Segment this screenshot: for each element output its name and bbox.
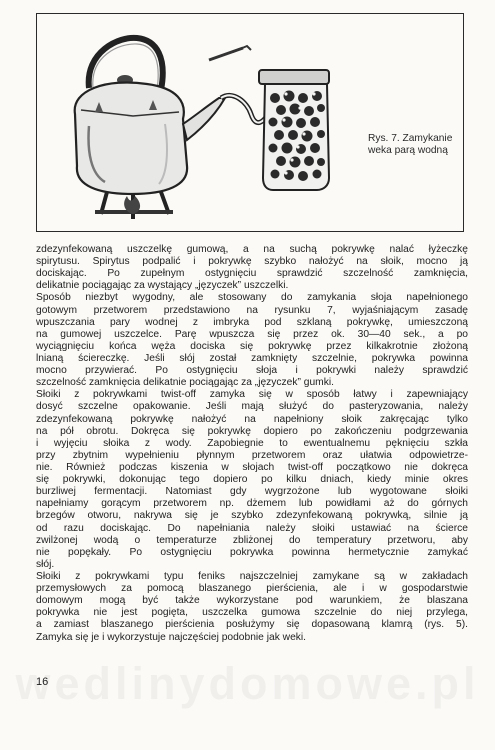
- text-line: nie. Również podczas kiszenia w słojach twist-off początkowo nie dokręca: [36, 461, 468, 473]
- text-line: dociskając. Po zupełnym ostygnięciu sprawdzić szczelność zamknięcia,: [36, 268, 468, 280]
- kettle-and-jar-illustration: [37, 14, 465, 233]
- caption-line-2: weka parą wodną: [368, 145, 448, 157]
- text-line: burzliwej fermentacji. Natomiast gdy wygrzożone lub wygotowane słoiki: [36, 486, 468, 498]
- text-line: na pół obrotu. Dokręca się pokrywkę dopiero po zakończeniu podgrzewania: [36, 425, 468, 437]
- text-line: i wyjęciu słoika z wody. Zapobiegnie to ewentualnemu pęknięciu szkła: [36, 437, 468, 449]
- text-line: przemysłowych za pomocą blaszanego pierścienia, ale i w gospodarstwie: [36, 583, 468, 595]
- text-line: słój.: [36, 558, 55, 570]
- watermark: [0, 658, 495, 710]
- text-line: brzegów otworu, nakrywa się je szybko zdezynfekowaną pokrywką, silnie ją: [36, 510, 468, 522]
- text-line: pokrywka nie jest pogięta, uszczelka gumowa szczelnie do niej przylega,: [36, 607, 468, 619]
- text-line: na gumowej uszczelce. Parę wpuszcza się przez ok. 30—40 sek., a po: [36, 328, 468, 340]
- text-line: domowym mogą być także wykorzystane pod warunkiem, że blaszana: [36, 595, 468, 607]
- text-line: nie popękały. Po ostygnięciu pokrywka powinna hermetycznie zamykać: [36, 546, 468, 558]
- text-line: Słoiki z pokrywkami typu feniks najszczelniej zamykane są w zakładach: [36, 570, 468, 582]
- text-line: Zamyka się je i wykorzystuje najczęściej podobnie jak weki.: [36, 631, 307, 643]
- text-line: Słoiki z pokrywkami twist-off zamyka się w sposób łatwy i zapewniający: [36, 389, 468, 401]
- text-line: się pokrywki, dokonując tego dopiero po kilku dniach, kiedy minie okres: [36, 474, 468, 486]
- figure-caption: [368, 133, 478, 158]
- text-line: a zamiast blaszanego pierścienia posłużymy się dopasowaną klamrą (rys. 5).: [36, 619, 468, 631]
- page-number: 16: [36, 676, 49, 688]
- text-line: lnianą ściereczkę. Jeśli słój został zamknięty szczelnie, pokrywka powinna: [36, 352, 468, 364]
- text-line: przy zbytnim wypełnieniu płynnym przetworem oraz ułatwia odpowietrze-: [36, 449, 468, 461]
- text-line: zdezynfekowaną uszczelkę gumową, a na suchą pokrywkę nalać łyżeczkę: [36, 244, 468, 255]
- text-line: gotowym przetworem przedstawiono na rysunku 7, wyjaśniającym zasadę: [36, 304, 468, 316]
- figure-7-frame: [36, 13, 464, 232]
- text-line: dosyć szczelne opakowanie. Jeśli mają służyć do pasteryzowania, należy: [36, 401, 468, 413]
- text-line: wpuszczania pary wodnej z imbryka pod szklaną pokrywkę, umieszczoną: [36, 316, 468, 328]
- text-line: wyciągnięciu końca węża dociska się pokrywkę przez kilkakrotnie złożoną: [36, 340, 468, 352]
- text-line: mocno przywierać. Po ostygnięciu słoja i pokrywki należy sprawdzić: [36, 365, 468, 377]
- body-text: [36, 244, 468, 644]
- text-line: napełniamy gorącym przetworem np. dżemem lub powidłami aż do górnych: [36, 498, 468, 510]
- text-line: delikatnie pociągając za wystający „języczek” uszczelki.: [36, 280, 289, 292]
- text-line: spirytusu. Spirytus podpalić i pokrywkę szybko nałożyć na słoik, mocno ją: [36, 256, 468, 268]
- caption-line-1: Rys. 7. Zamykanie: [368, 133, 453, 144]
- text-line: Sposób niezbyt wygodny, ale stosowany do zamykania słoja napełnionego: [36, 292, 468, 304]
- text-line: od razu dociskając. Do napełniania należy słoiki ustawiać na ścierce: [36, 522, 468, 534]
- text-line: szczelność zamknięcia delikatnie pociągając za „języczek” gumki.: [36, 377, 334, 389]
- text-line: zwilżonej wodą o temperaturze zbliżonej do temperatury przetworu, aby: [36, 534, 468, 546]
- text-line: zdezynfekowaną pokrywkę nałożyć na napełniony słoik zakręcając tylko: [36, 413, 468, 425]
